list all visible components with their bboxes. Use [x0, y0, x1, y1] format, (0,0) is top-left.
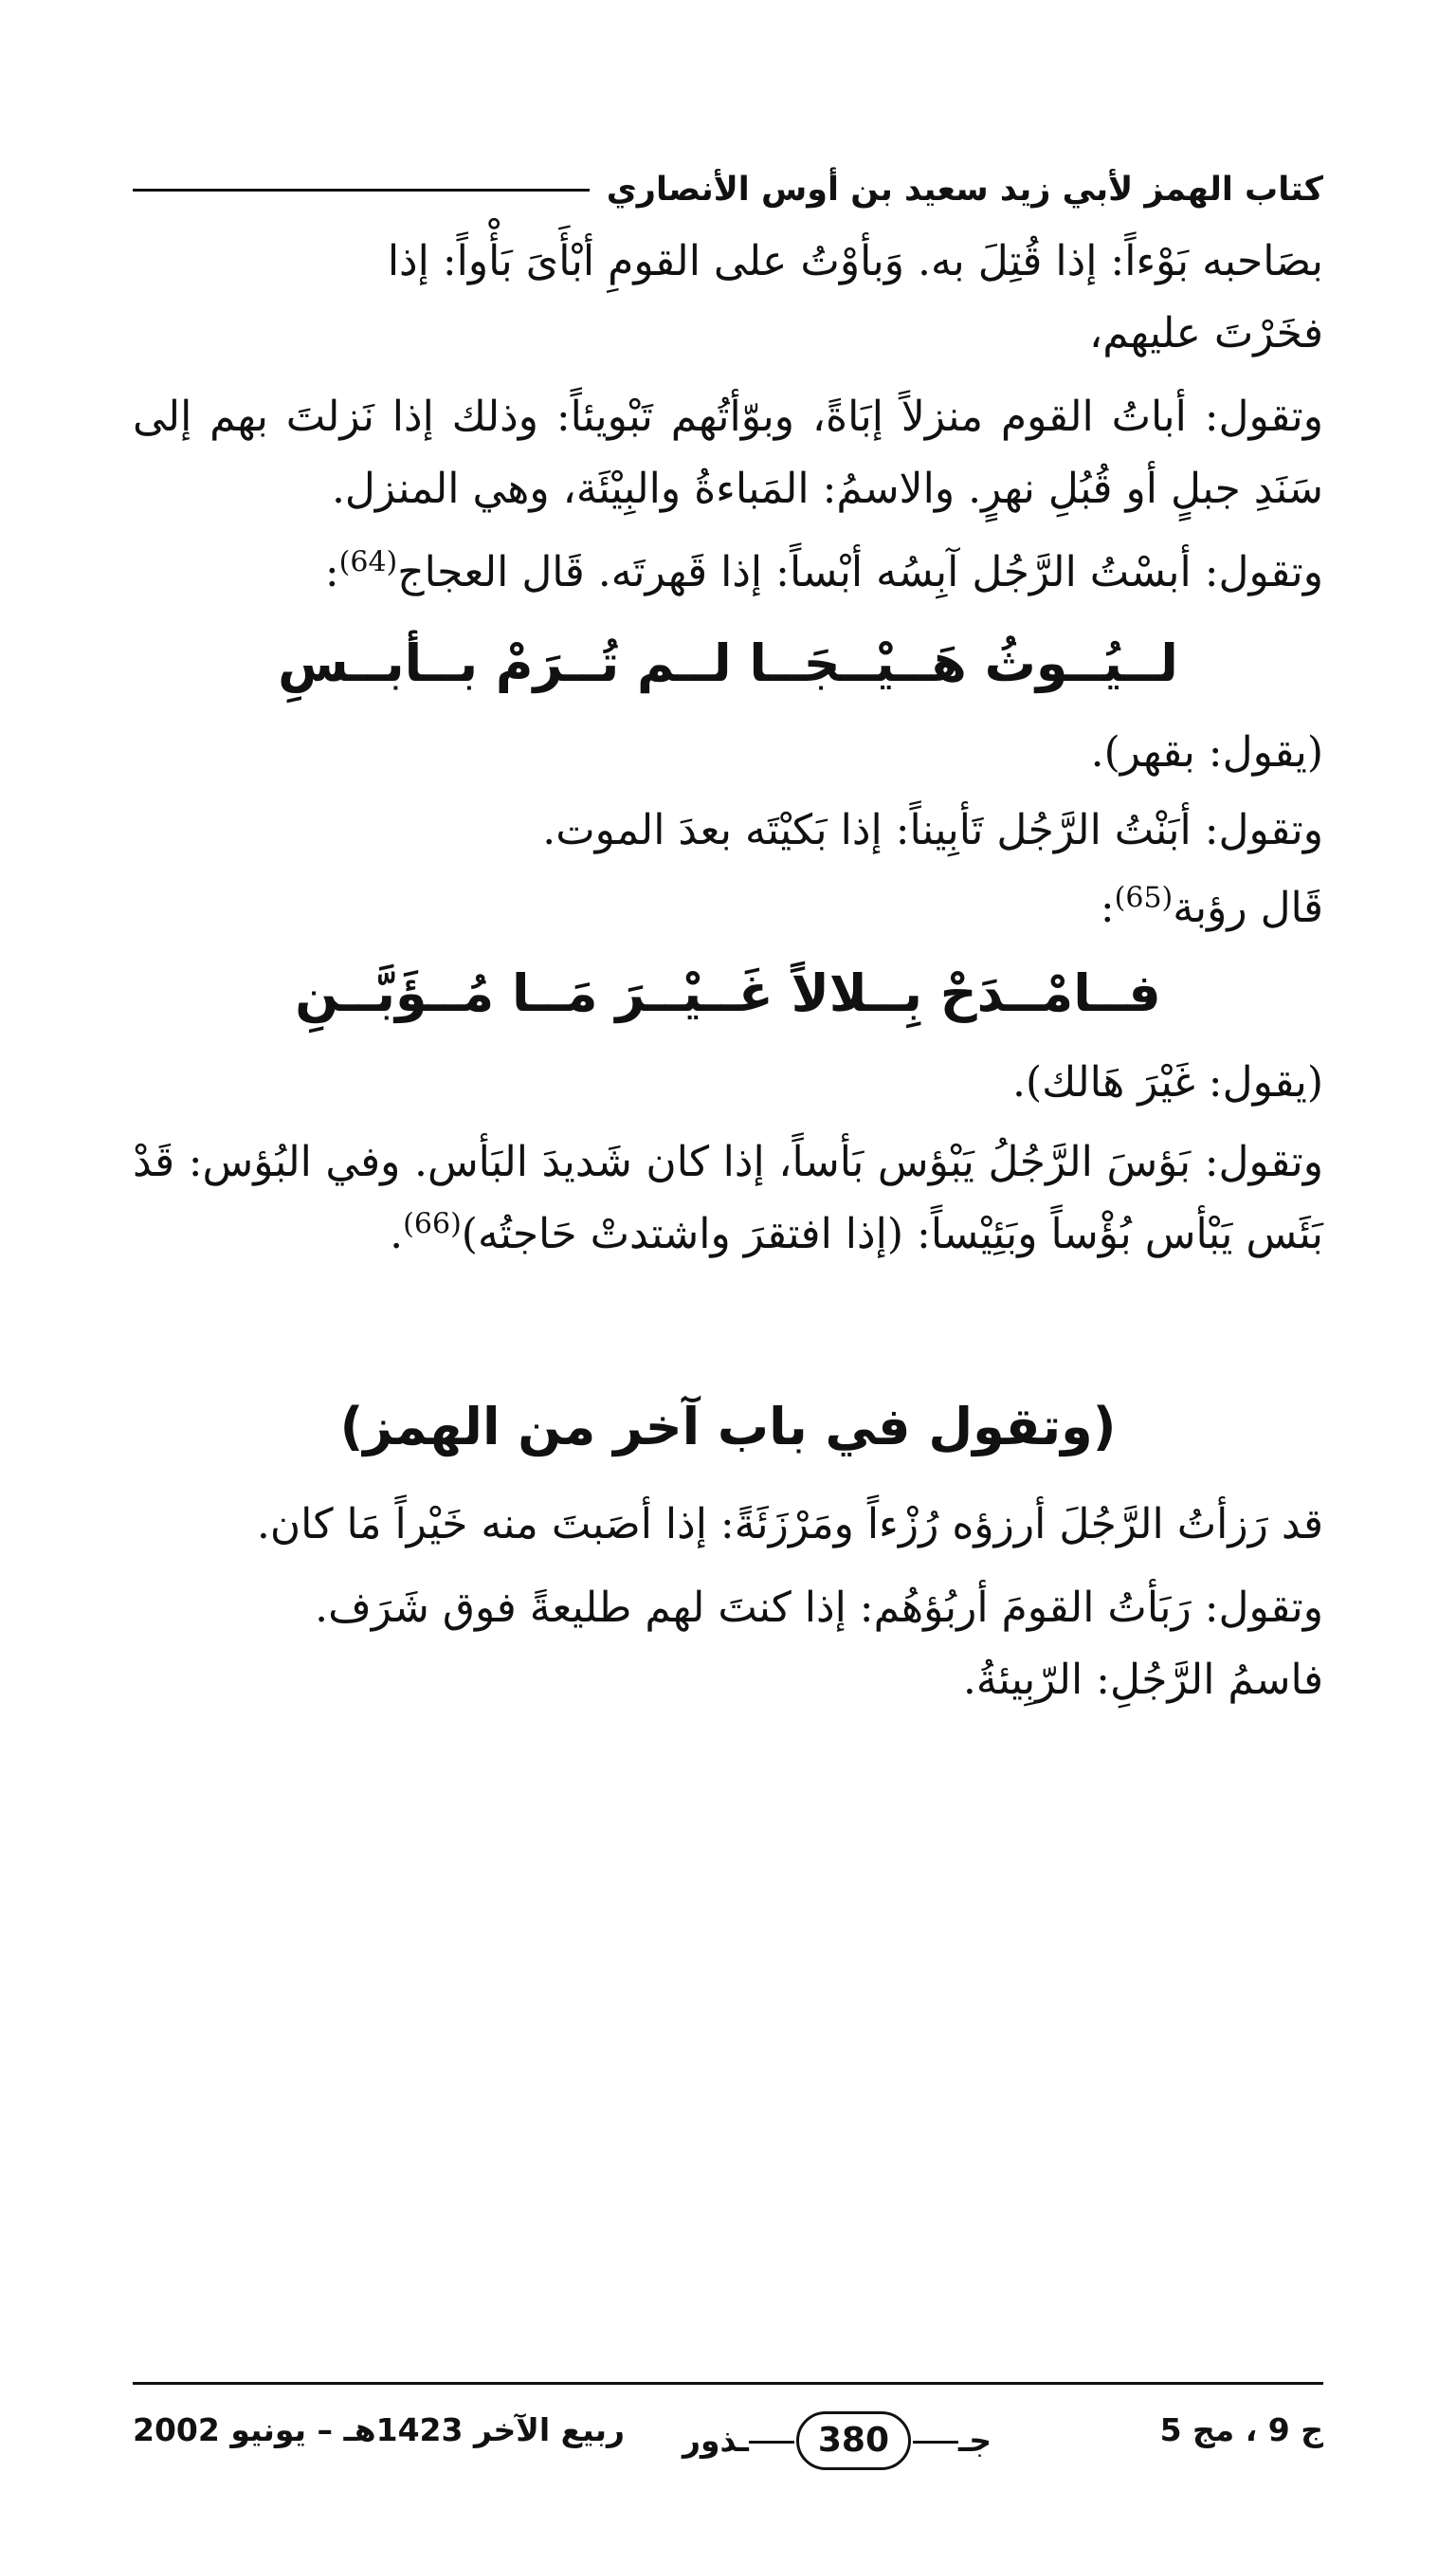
page-footer — [133, 2382, 1323, 2470]
verse-1: لــيُــوثُ هَــيْــجَــا لــم تُــرَمْ بــأبــسِ — [278, 633, 1178, 693]
paragraph-2: وتقول: أباتُ القوم منزلاً إبَاةً، وبوّأتُهم تَبْويئاً: وذلك إذا نَزلتَ بهم إلى سَنَدِ جبلٍ أو قُبُلِ نهرٍ. والاسمُ: المَباءةُ والبِيْئَة، وهي المنزل. — [133, 393, 1323, 513]
page-number: 380 — [796, 2411, 911, 2470]
footnote-ref-64: (64) — [338, 545, 398, 579]
issue-label: ج 9 ، مج 5 — [1159, 2411, 1323, 2448]
paragraph-3 — [133, 537, 1323, 609]
header-rule — [133, 189, 590, 192]
paragraph-1-line-1: بصَاحبه بَوْءاً: إذا قُتِلَ به. وَبأوْتُ على القومِ أبْأَىَ بَأْواً: إذا — [387, 237, 1323, 285]
section-heading: (وتقول في باب آخر من الهمز) — [339, 1397, 1117, 1456]
gloss-2: (يقول: غَيْرَ هَالك). — [1012, 1058, 1323, 1107]
paragraph-1-line-2: فخَرْتَ عليهم، — [1089, 309, 1323, 357]
paragraph-4: وتقول: أبَنْتُ الرَّجُل تَأبِيناً: إذا بَكيْتَه بعدَ الموت. — [542, 806, 1323, 854]
footnote-ref-65: (65) — [1114, 881, 1174, 915]
page-content — [133, 161, 1323, 1728]
running-header — [133, 161, 1323, 218]
paragraph-5 — [133, 872, 1323, 944]
running-title: كتاب الهمز لأبي زيد سعيد بن أوس الأنصاري — [606, 171, 1323, 209]
paragraph-8 — [133, 1572, 1323, 1716]
paragraph-8-line-2: فاسمُ الرَّجُلِ: الرّبِيئةُ. — [962, 1656, 1323, 1704]
paragraph-3-text: وتقول: أبسْتُ الرَّجُل آبِسُه أبْساً: إذا قَهرتَه. قَال العجاج — [397, 548, 1323, 596]
paragraph-5-end: : — [1100, 884, 1115, 932]
paragraph-5-text: قَال رؤبة — [1173, 884, 1323, 932]
journal-name-start: جـ — [958, 2422, 992, 2459]
paragraph-3-end: : — [324, 548, 339, 596]
verse-2: فــامْــدَحْ بِــلالاً غَــيْــرَ مَــا مُــؤَبَّــنِ — [295, 963, 1161, 1023]
paragraph-7: قد رَزأتُ الرَّجُلَ أرزؤه رُزْءاً ومَرْزَئَةً: إذا أصَبتَ منه خَيْراً مَا كان. — [256, 1500, 1323, 1548]
journal-dash — [913, 2441, 958, 2444]
issue-date: ربيع الآخر 1423هـ – يونيو 2002 — [133, 2411, 626, 2448]
paragraph-1 — [133, 226, 1323, 370]
paragraph-6 — [133, 1126, 1323, 1271]
paragraph-6-text: وتقول: بَؤسَ الرَّجُلُ يَبْؤس بَأساً، إذا كان شَديدَ البَأس. وفي البُؤس: قَدْ بَئَس يَبْأس بُؤْساً وبَئِيْساً: (إذا افتقرَ واشتدتْ حَاجتُه) — [133, 1138, 1323, 1258]
gloss-1: (يقول: بقهر). — [1090, 728, 1323, 777]
journal-name — [682, 2411, 992, 2470]
paragraph-6-end: . — [390, 1210, 404, 1258]
paragraph-8-line-1: وتقول: رَبَأتُ القومَ أربُؤهُم: إذا كنتَ لهم طليعةً فوق شَرَف. — [315, 1584, 1323, 1632]
journal-dash — [749, 2441, 794, 2444]
footnote-ref-66: (66) — [403, 1207, 462, 1241]
journal-name-end: ـذور — [682, 2422, 749, 2459]
